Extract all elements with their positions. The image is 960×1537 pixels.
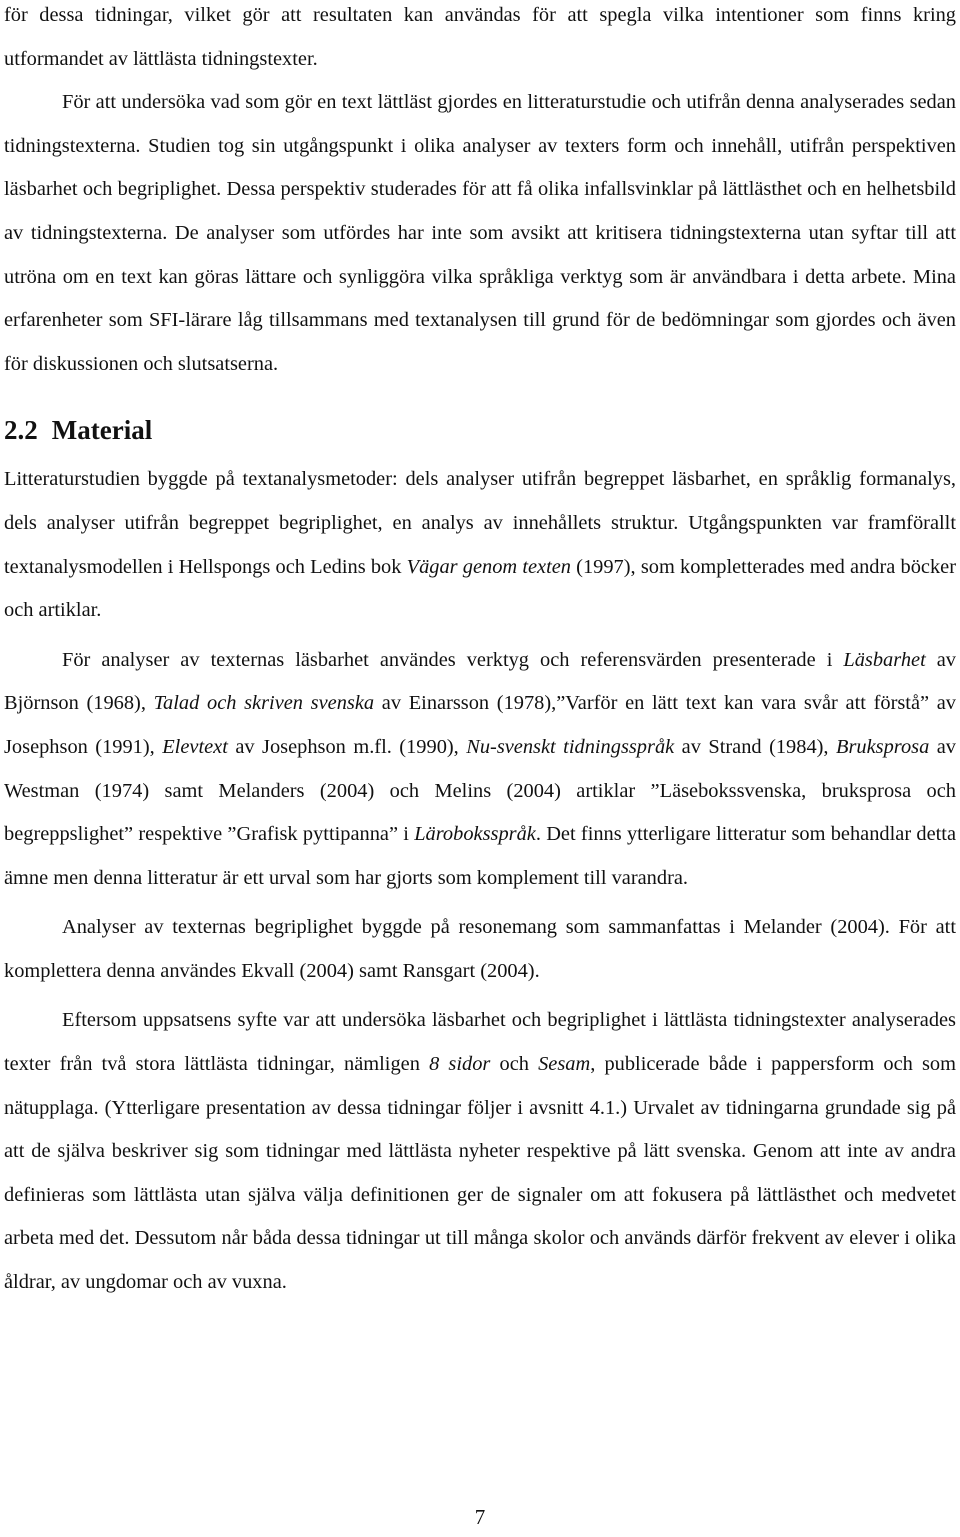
book-title: Vägar genom texten: [406, 555, 571, 578]
paragraph-material-4: [4, 999, 956, 1304]
page-number: 7: [474, 1505, 486, 1529]
text-run: och: [490, 1053, 539, 1076]
book-title: Läroboksspråk: [414, 823, 536, 846]
text-run: av Björnson (1968),: [4, 648, 957, 715]
text-run: av Strand (1984),: [674, 735, 836, 758]
text-run: av Josephson m.fl. (1990),: [227, 735, 467, 758]
section-title: Material: [51, 415, 153, 446]
document-page: [4, 0, 956, 1305]
text-run: Eftersom uppsatsens syfte var att undersöka läsbarhet och begriplighet i lättlästa tidningstexter analyserades texter från två stora lättlästa tidningar, nämligen: [4, 1009, 956, 1076]
paragraph-text: Analyser av texternas begriplighet byggde på resonemang som sammanfattas i Melander (2004). För att komplettera denna användes Ekvall (2004) samt Ransgart (2004).: [4, 916, 956, 982]
section-heading: [4, 410, 956, 450]
newspaper-title: Sesam: [538, 1053, 591, 1076]
paragraph-text: För att undersöka vad som gör en text lättläst gjordes en litteraturstudie och utifrån denna analyserades sedan tidningstexterna. Studien tog sin utgångspunkt i olika analyser av texters form och innehåll, utifrån perspektiven läsbarhet och begriplighet. Dessa perspektiv studerades för att få olika infallsvinklar på lättlästhet och en helhetsbild av tidningstexterna. De analyser som utfördes har inte som avsikt att kritisera tidningstexterna utan syftar till att utröna om en text kan göras lättare och synliggöra vilka språkliga verktyg som är användbara i detta arbete. Mina erfarenheter som SFI-lärare låg tillsammans med textanalysen till grund för de bedömningar som gjordes och även för diskussionen och slutsatserna.: [4, 91, 956, 375]
paragraph-method: [4, 81, 956, 386]
text-run: Litteraturstudien byggde på textanalysmetoder: dels analyser utifrån begreppet läsbarhet, en språklig formanalys, dels analyser utifrån begreppet begriplighet, en analys av innehållets struktur. Utgångspunkten var framförallt textanalysmodellen i Hellspongs och Ledins bok: [4, 468, 956, 578]
text-run: av Westman (1974) samt Melanders (2004) och Melins (2004) artiklar ”Läsebokssvenska, bruksprosa och begreppslighet” respektive ”Grafisk pyttipanna” i: [4, 735, 956, 846]
paragraph-material-3: [4, 906, 956, 993]
book-title: Nu-svenskt tidningsspråk: [466, 735, 675, 758]
book-title: Bruksprosa: [836, 735, 930, 758]
section-number: 2.2: [4, 415, 38, 446]
paragraph-material-2: [4, 639, 956, 901]
book-title: Talad och skriven svenska: [153, 692, 375, 715]
text-run: av Einarsson (1978),”Varför en lätt text kan vara svår att förstå” av Josephson (1991),: [4, 692, 956, 758]
paragraph-material-1: [4, 458, 956, 632]
text-run: För analyser av texternas läsbarhet användes verktyg och referensvärden presenterade i: [62, 648, 844, 671]
text-run: . Det finns ytterligare litteratur som behandlar detta ämne men denna litteratur är ett urval som har gjorts som komplement till varandra.: [4, 823, 956, 889]
paragraph-intro-continuation: [4, 0, 956, 81]
paragraph-text: för dessa tidningar, vilket gör att resultaten kan användas för att spegla vilka intentioner som finns kring utformandet av lättlästa tidningstexter.: [4, 4, 956, 70]
book-title: Läsbarhet: [843, 648, 926, 671]
text-run: (1997), som kompletterades med andra böcker och artiklar.: [4, 555, 956, 622]
book-title: Elevtext: [162, 735, 228, 758]
newspaper-title: 8 sidor: [429, 1053, 491, 1076]
text-run: , publicerade både i pappersform och som nätupplaga. (Ytterligare presentation av dessa tidningar följer i avsnitt 4.1.) Urvalet av tidningarna grundade sig på att de själva beskriver sig som tidningar med lättlästa nyheter respektive på lätt svenska. Genom att inte av andra definieras som lättlästa utan själva välja definitionen ger de signaler om att fokusera på lättlästhet och medvetet arbeta med det. Dessutom når båda dessa tidningar ut till många skolor och används därför frekvent av elever i olika åldrar, av ungdomar och av vuxna.: [4, 1053, 956, 1294]
